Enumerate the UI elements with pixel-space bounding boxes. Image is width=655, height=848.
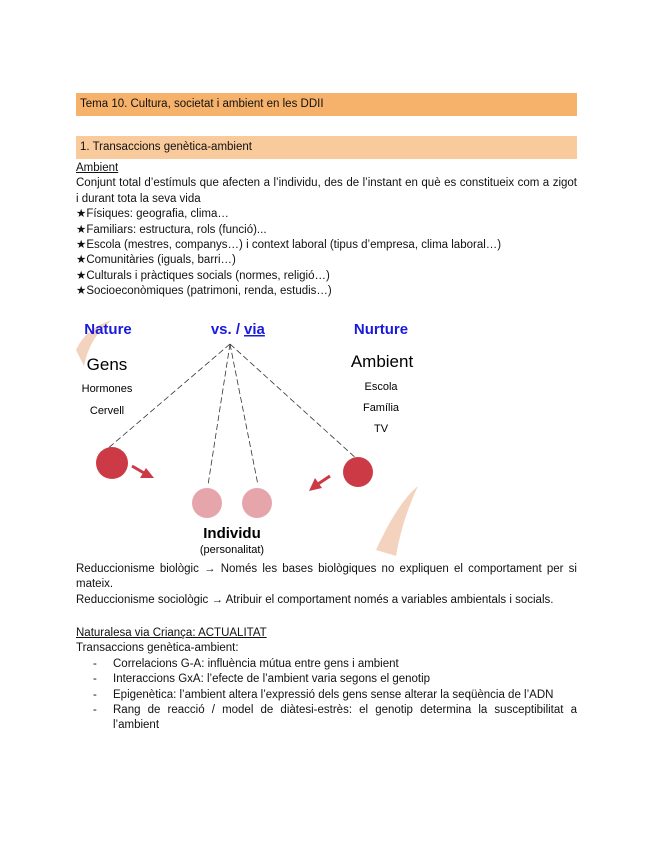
list-item: - Epigenètica: l’ambient altera l’expressió dels gens sense alterar la seqüència de l’ADN: [76, 688, 577, 703]
list-item: ★ Comunitàries (iguals, barri…): [76, 253, 577, 268]
section-title-band: [76, 136, 577, 159]
naturalesa-block: [76, 626, 577, 734]
decorative-swirl-right: [376, 486, 418, 556]
individu-label: Individu: [203, 525, 261, 542]
tv-label: TV: [373, 423, 389, 435]
individu-circle-left: [192, 488, 222, 518]
arrow-right-icon: [132, 466, 154, 478]
nature-nurture-diagram: [76, 310, 426, 560]
list-item: ★ Familiars: estructura, rols (funció)...: [76, 223, 577, 238]
familia-label: Família: [362, 402, 400, 414]
nature-label: Nature: [84, 321, 132, 338]
reduccionisme-sociologic: Reduccionisme sociològic → Atribuir el comportament només a variables ambientals i socials.: [76, 593, 554, 606]
naturalesa-intro: Transaccions genètica-ambient:: [76, 642, 239, 655]
list-item: - Rang de reacció / model de diàtesi-estrès: el genotip determina la susceptibilitat a l’ambient: [76, 703, 577, 734]
vs-label: vs. /: [210, 321, 240, 338]
individu-circle-right: [242, 488, 272, 518]
dashed-line: [208, 344, 230, 485]
list-item: ★ Escola (mestres, companys…) i context laboral (tipus d’empresa, clima laboral…): [76, 238, 577, 253]
ambient-label: Ambient: [350, 352, 414, 371]
naturalesa-heading: Naturalesa via Criança: ACTUALITAT: [76, 627, 267, 639]
personalitat-label: (personalitat): [199, 544, 265, 556]
naturalesa-list: [76, 657, 577, 734]
section-title: 1. Transaccions genètica-ambient: [80, 141, 252, 153]
list-item: ★ Socioeconòmiques (patrimoni, renda, estudis…): [76, 284, 577, 299]
nurture-circle: [343, 457, 373, 487]
nurture-label: Nurture: [353, 321, 409, 338]
ambient-definition: Conjunt total d’estímuls que afecten a l’individu, des de l’instant en què es constitueix com a zigot i durant tota la seva vida: [76, 177, 577, 205]
topic-title: Tema 10. Cultura, societat i ambient en les DDII: [80, 98, 324, 110]
cervell-label: Cervell: [89, 405, 125, 417]
ambient-heading: Ambient: [76, 162, 119, 174]
ambient-block: [76, 161, 577, 300]
reduccionisme-block: [76, 562, 577, 608]
via-label: via: [244, 321, 265, 338]
ambient-list: [76, 207, 577, 299]
escola-label: Escola: [364, 381, 398, 393]
gens-label: Gens: [86, 355, 128, 374]
list-item: ★ Físiques: geografia, clima…: [76, 207, 577, 222]
topic-title-band: [76, 93, 577, 116]
hormones-label: Hormones: [81, 383, 133, 395]
list-item: - Interaccions GxA: l’efecte de l’ambient varia segons el genotip: [76, 672, 577, 687]
arrow-left-icon: [309, 476, 330, 491]
nature-circle: [96, 447, 128, 479]
reduccionisme-biologic: Reduccionisme biològic → Només les bases biològiques no expliquen el comportament per si mateix.: [76, 563, 577, 591]
list-item: ★ Culturals i pràctiques socials (normes, religió…): [76, 269, 577, 284]
list-item: - Correlacions G-A: influència mútua entre gens i ambient: [76, 657, 577, 672]
